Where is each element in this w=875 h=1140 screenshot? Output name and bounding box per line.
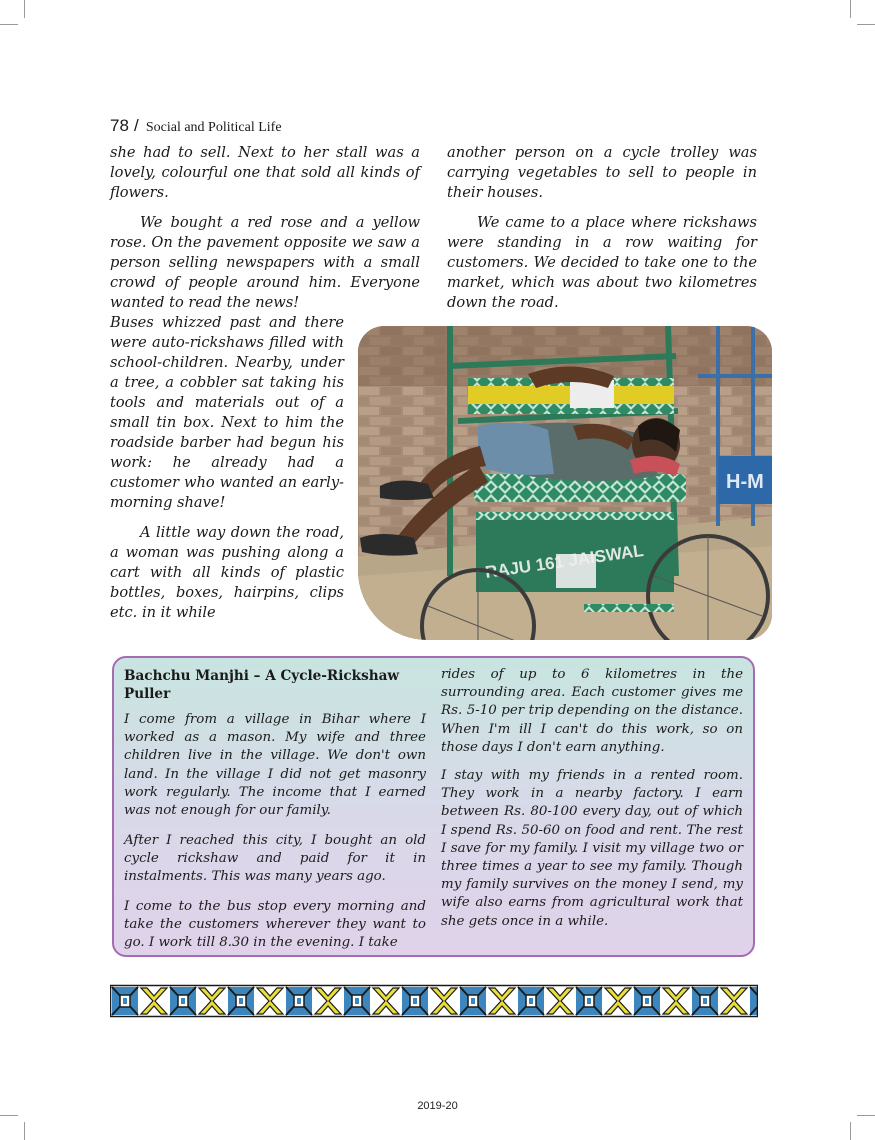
paragraph: We bought a red rose and a yellow rose. On the pavement opposite we saw a person selling newspapers with a small crowd of people around him. Everyone wanted to read the news! [110, 214, 420, 311]
side-text: H-M [726, 471, 764, 493]
plate-text: RAJU 161 JAISWAL [483, 540, 645, 582]
crop-mark [850, 0, 851, 18]
paragraph: she had to sell. Next to her stall was a lovely, colourful one that sold all kinds of flowers. [110, 144, 420, 201]
case-study-box [112, 656, 755, 957]
crop-mark [24, 1122, 25, 1140]
rickshaw-photo [358, 326, 772, 640]
paragraph: another person on a cycle trolley was carrying vegetables to sell to people in their houses. [447, 144, 757, 201]
page-number: 78 [110, 116, 129, 135]
crop-mark [24, 0, 25, 18]
crop-mark [857, 1115, 875, 1116]
box-paragraph: rides of up to 6 kilometres in the surrounding area. Each customer gives me Rs. 5-10 per trip depending on the distance. When I'm ill I can't do this work, so on those days I don't earn anything. [441, 667, 743, 755]
crop-mark [857, 24, 875, 25]
paragraph: We came to a place where rickshaws were standing in a row waiting for customers. We decided to take one to the market, which was about two kilometres down the road. [447, 214, 757, 311]
header-separator: / [134, 116, 139, 135]
running-header [110, 116, 282, 136]
paragraph: A little way down the road, a woman was pushing along a cart with all kinds of plastic bottles, boxes, hairpins, clips etc. in it while [110, 524, 344, 621]
crop-mark [850, 1122, 851, 1140]
book-title: Social and Political Life [145, 120, 282, 135]
paragraph: Buses whizzed past and there were auto-rickshaws filled with school-children. Nearby, under a tree, a cobbler sat taking his tools and materials out of a small tin box. Next to him the roadside barber had begun his work: he already had a customer who wanted an early-morning shave! [110, 314, 344, 511]
crop-mark [0, 1115, 18, 1116]
footer-year: 2019-20 [417, 1100, 458, 1112]
box-title: Bachchu Manjhi – A Cycle-Rickshaw Puller [124, 668, 400, 702]
box-paragraph: I come to the bus stop every morning and take the customers wherever they want to go. I work till 8.30 in the evening. I take [124, 899, 426, 951]
box-paragraph: I stay with my friends in a rented room. They work in a nearby factory. I earn between Rs. 80-100 every day, out of which I spend Rs. 50-60 on food and rent. The rest I save for my family. I visit my village two or three times a year to see my family. Though my family survives on the money I send, my wife also earns from agricultural work that she gets once in a while. [441, 768, 743, 929]
decorative-border [110, 983, 758, 1019]
box-paragraph: I come from a village in Bihar where I worked as a mason. My wife and three children live in the village. We don't own land. In the village I did not get masonry work regularly. The income that I earned was not enough for our family. [124, 712, 426, 819]
box-paragraph: After I reached this city, I bought an old cycle rickshaw and paid for it in instalments. This was many years ago. [124, 833, 426, 885]
crop-mark [0, 24, 18, 25]
